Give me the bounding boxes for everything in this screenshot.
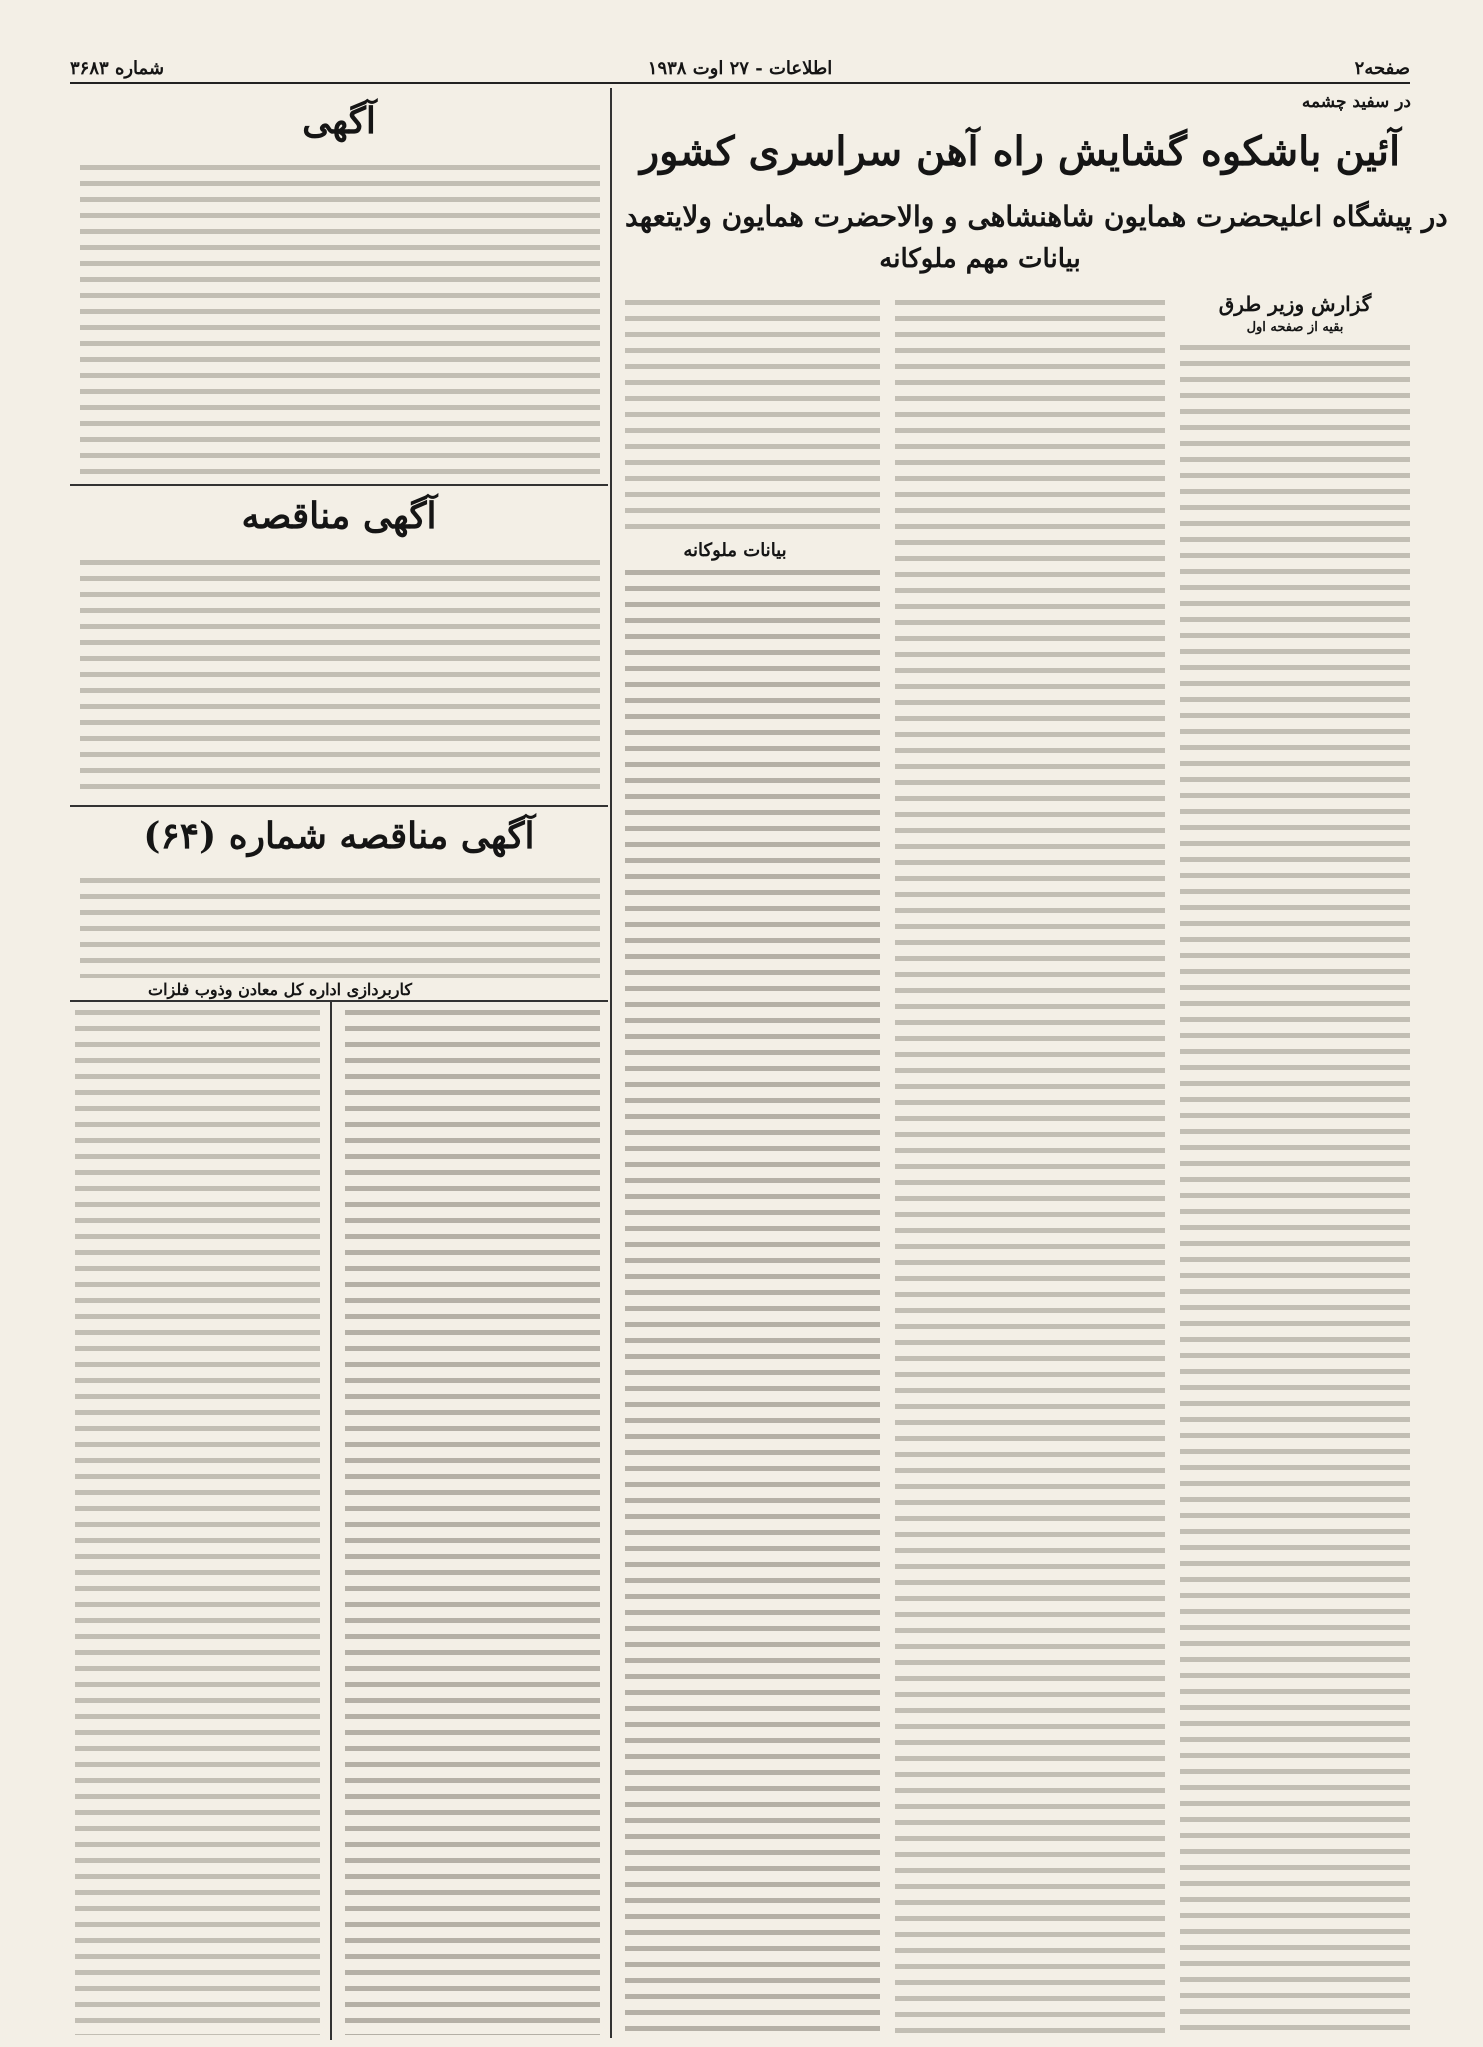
article-subheadline-2: بیانات مهم ملوکانه — [879, 244, 1081, 274]
article-column-2 — [895, 300, 1165, 2035]
article-column-3-top — [625, 300, 880, 530]
rule-under-tender — [70, 805, 608, 807]
minister-report-continued: بقیه از صفحه اول — [1246, 320, 1344, 335]
article-column-3 — [625, 570, 880, 2035]
tender-title: آگهی مناقصه — [241, 495, 437, 537]
rule-under-ad — [70, 484, 608, 486]
column-rule-left-lower — [330, 1000, 332, 2040]
rule-under-tender64 — [70, 1000, 608, 1002]
tender64-body — [80, 878, 600, 978]
page-label: صفحه۲ — [1354, 58, 1410, 79]
article-subheadline: در پیشگاه اعلیحضرت همایون شاهنشاهی و والاحضرت همایون ولایتعهد — [625, 200, 1448, 233]
masthead — [70, 58, 1410, 84]
tender64-signature: کاربردازی اداره کل معادن وذوب فلزات — [148, 980, 412, 999]
article-column-1 — [1180, 345, 1410, 2035]
paper-date: اطلاعات - ۲۷ اوت ۱۹۳۸ — [647, 58, 833, 79]
ad-title: آگهی — [302, 100, 376, 142]
ad-body — [80, 165, 600, 475]
lower-left-column-a — [345, 1010, 600, 2035]
royal-remarks-title: بیانات ملوکانه — [683, 540, 787, 561]
article-headline: آئین باشکوه گشایش راه آهن سراسری کشور — [639, 128, 1401, 175]
minister-report-title: گزارش وزیر طرق — [1218, 292, 1372, 316]
tender64-title: آگهی مناقصه شماره (۶۴) — [143, 815, 535, 857]
issue-number: شماره ۳۶۸۳ — [70, 58, 165, 79]
article-kicker: در سفید چشمه — [1301, 92, 1411, 112]
tender-body — [80, 560, 600, 795]
lower-left-column-b — [75, 1010, 320, 2035]
column-rule-main — [610, 88, 612, 2038]
